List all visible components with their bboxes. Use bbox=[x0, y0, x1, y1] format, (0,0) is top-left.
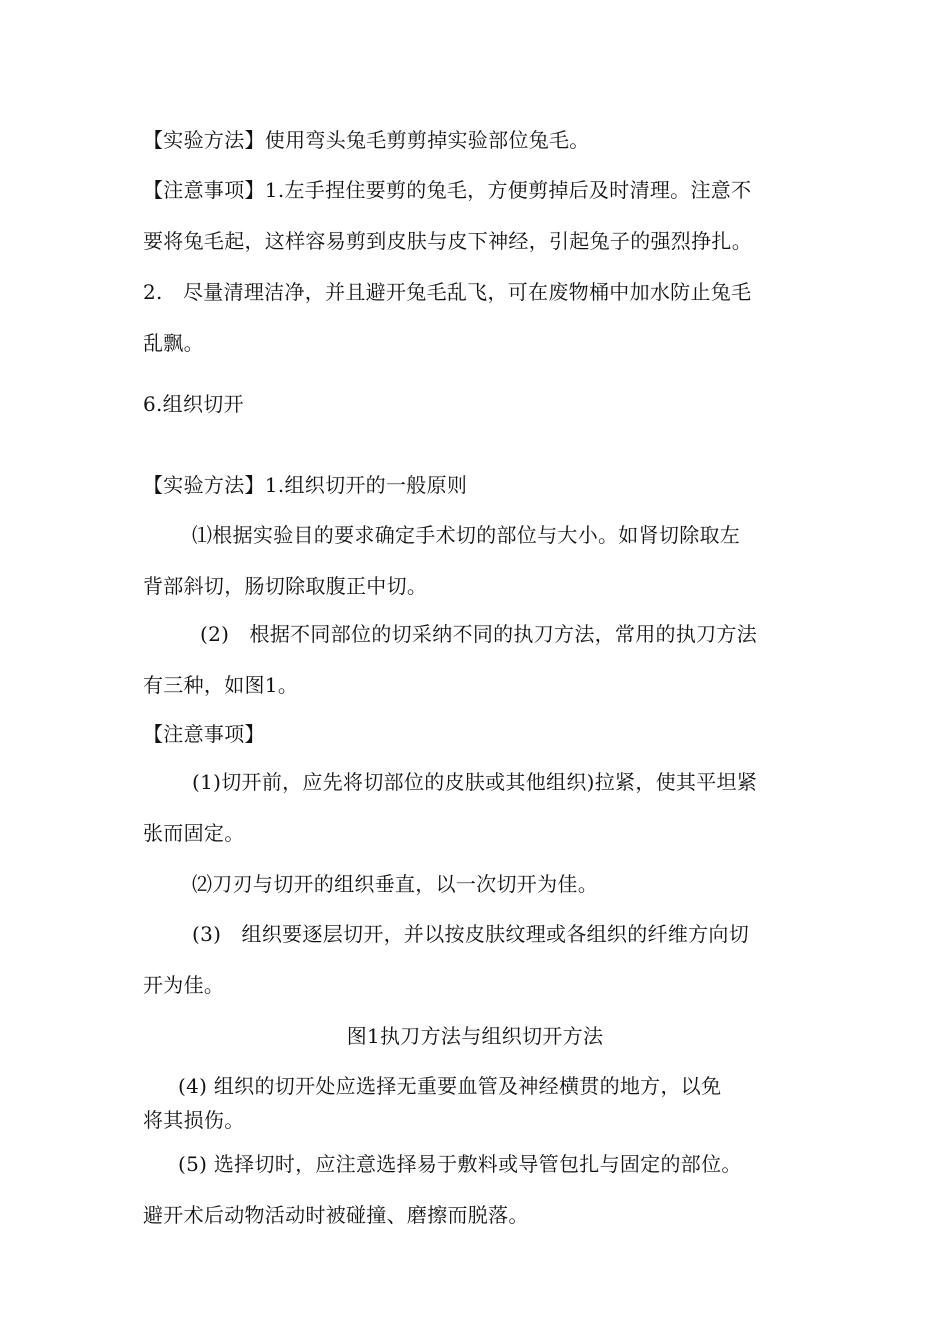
note-2-line: ⑵刀刃与切开的组织垂直，以一次切开为佳。 bbox=[192, 872, 598, 896]
principle-1-line-2: 背部斜切，肠切除取腹正中切。 bbox=[143, 574, 428, 598]
note-3-line-1: (3) 组织要逐层切开，并以按皮肤纹理或各组织的纤维方向切 bbox=[192, 922, 750, 946]
note-1-line-1: (1)切开前，应先将切部位的皮肤或其他组织)拉紧，使其平坦紧 bbox=[192, 770, 758, 794]
principle-2-line-1: (2) 根据不同部位的切采纳不同的执刀方法，常用的执刀方法 bbox=[200, 622, 758, 646]
principle-1-line-1: ⑴根据实验目的要求确定手术切的部位与大小。如肾切除取左 bbox=[192, 523, 741, 547]
notes-heading: 【注意事项】 bbox=[143, 722, 265, 746]
notes-line-3: 2. 尽量清理洁净，并且避开兔毛乱飞，可在废物桶中加水防止兔毛 bbox=[143, 280, 752, 304]
method-line-1: 【实验方法】使用弯头兔毛剪剪掉实验部位兔毛。 bbox=[143, 128, 590, 152]
section-heading-tissue-incision: 6.组织切开 bbox=[143, 392, 244, 416]
principle-2-line-2: 有三种，如图1。 bbox=[143, 673, 299, 697]
notes-line-1: 【注意事项】1.左手捏住要剪的兔毛，方便剪掉后及时清理。注意不 bbox=[143, 178, 752, 202]
note-4-line-2: 将其损伤。 bbox=[143, 1108, 245, 1132]
note-4-line-1: (4) 组织的切开处应选择无重要血管及神经横贯的地方，以免 bbox=[178, 1074, 722, 1098]
note-5-line-2: 避开术后动物活动时被碰撞、磨擦而脱落。 bbox=[143, 1203, 529, 1227]
figure-caption: 图1执刀方法与组织切开方法 bbox=[346, 1024, 604, 1048]
notes-line-2: 要将兔毛起，这样容易剪到皮肤与皮下神经，引起兔子的强烈挣扎。 bbox=[143, 229, 752, 253]
method-line-2: 【实验方法】1.组织切开的一般原则 bbox=[143, 473, 468, 497]
note-3-line-2: 开为佳。 bbox=[143, 973, 225, 997]
note-5-line-1: (5) 选择切时，应注意选择易于敷料或导管包扎与固定的部位。 bbox=[178, 1152, 742, 1176]
notes-line-4: 乱飘。 bbox=[143, 331, 204, 355]
note-1-line-2: 张而固定。 bbox=[143, 821, 245, 845]
